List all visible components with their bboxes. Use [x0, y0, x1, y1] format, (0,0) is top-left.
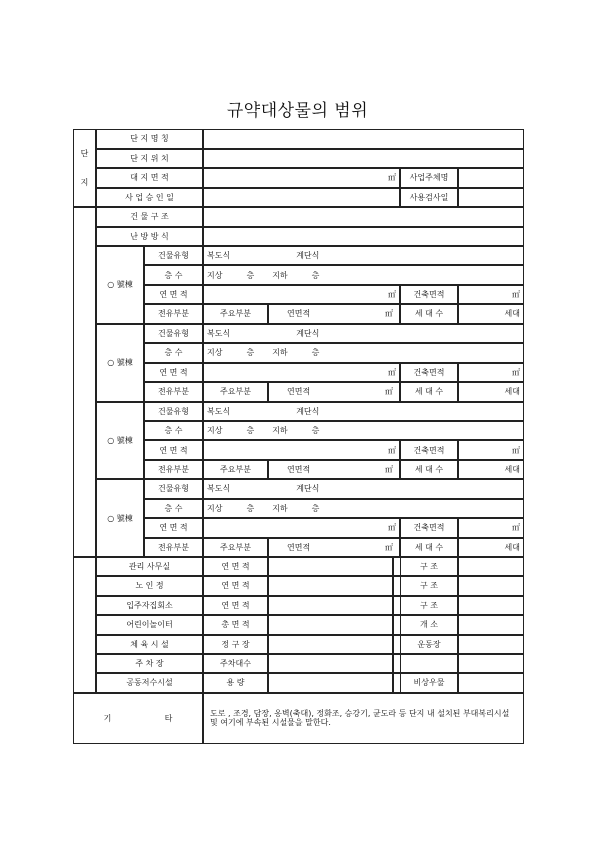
- dong-label: ○ 號棟: [96, 246, 144, 324]
- floor-area-value[interactable]: ㎡: [203, 518, 400, 537]
- facility-right-value[interactable]: [458, 596, 524, 615]
- other-label-char: 기: [103, 713, 112, 723]
- build-area-label: 건축면적: [400, 440, 458, 459]
- area-unit: ㎡: [385, 309, 393, 319]
- danji-row-value[interactable]: [203, 188, 400, 208]
- danji-row-value[interactable]: [203, 168, 400, 188]
- building-structure-value[interactable]: [203, 207, 524, 227]
- households-label: 세 대 수: [400, 382, 458, 401]
- danji-group-char: 지: [80, 178, 89, 187]
- floors-label: 층 수: [144, 421, 203, 440]
- facility-sub-value[interactable]: [268, 635, 393, 654]
- facility-right-label: 비상우물: [400, 673, 458, 692]
- floors-unit: 층: [246, 503, 255, 513]
- type-option-stair: 계단식: [296, 484, 320, 494]
- gross-area-cell[interactable]: [268, 538, 400, 557]
- danji-row-right-value[interactable]: [458, 168, 524, 188]
- facility-sub-label: 연 면 적: [203, 596, 268, 615]
- households-label: 세 대 수: [400, 304, 458, 323]
- gross-area-cell[interactable]: [268, 382, 400, 401]
- gross-area-label: 연면적: [287, 542, 311, 552]
- building-type-options[interactable]: [203, 324, 524, 343]
- exclusive-part-label: 전유부분: [144, 304, 203, 323]
- facility-right-value[interactable]: [458, 615, 524, 634]
- gross-area-label: 연면적: [287, 464, 311, 474]
- facility-sub-label: 용 량: [203, 673, 268, 692]
- floors-above-label: 지상: [207, 426, 223, 436]
- floors-unit: 층: [246, 426, 255, 436]
- danji-group-char: 단: [80, 148, 89, 158]
- dong-label: ○ 號棟: [96, 402, 144, 480]
- building-type-label: 건물유형: [144, 246, 203, 265]
- building-type-label: 건물유형: [144, 402, 203, 421]
- households-label: 세 대 수: [400, 538, 458, 557]
- other-label: [73, 693, 203, 744]
- danji-row-right-label: 사업주체명: [400, 168, 458, 188]
- facility-name: 공동저수시설: [96, 673, 203, 692]
- gross-area-label: 연면적: [287, 309, 311, 319]
- floors-label: 층 수: [144, 343, 203, 362]
- building-group-label: [73, 207, 96, 557]
- floors-above-label: 지상: [207, 503, 223, 513]
- floors-above-label: 지상: [207, 270, 223, 280]
- facility-name: 관리 사무실: [96, 557, 203, 576]
- gross-area-cell[interactable]: [268, 304, 400, 323]
- building-type-label: 건물유형: [144, 324, 203, 343]
- facility-right-value[interactable]: [458, 635, 524, 654]
- build-area-value[interactable]: ㎡: [458, 440, 524, 459]
- build-area-value[interactable]: ㎡: [458, 363, 524, 382]
- facility-right-label: 구 조: [400, 596, 458, 615]
- danji-row-label: 사 업 승 인 일: [96, 188, 203, 208]
- other-label-char: 타: [164, 713, 173, 723]
- floors-label: 층 수: [144, 499, 203, 518]
- gross-area-label: 연면적: [287, 387, 311, 397]
- building-type-options[interactable]: [203, 402, 524, 421]
- type-option-corridor: 복도식: [207, 406, 231, 416]
- floors-value[interactable]: [203, 499, 524, 518]
- heating-method-label: 난 방 방 식: [96, 227, 203, 247]
- facility-right-label: 운동장: [400, 635, 458, 654]
- building-type-options[interactable]: [203, 246, 524, 265]
- floors-unit: 층: [311, 503, 320, 513]
- other-description: 도로 , 조경, 담장, 옹벽(축대), 정화조, 승강기, 균도라 등 단지 내 설치된 부대복리시설 및 여기에 부속된 시설물을 말한다.: [203, 693, 524, 744]
- dong-label: ○ 號棟: [96, 324, 144, 402]
- type-option-stair: 계단식: [296, 328, 320, 338]
- facility-name: 노 인 정: [96, 576, 203, 595]
- exclusive-part-label: 전유부분: [144, 382, 203, 401]
- main-part-label: 주요부분: [203, 382, 268, 401]
- facility-right-label: [400, 654, 458, 673]
- households-label: 세 대 수: [400, 460, 458, 479]
- type-option-corridor: 복도식: [207, 484, 231, 494]
- facility-right-label: 개 소: [400, 615, 458, 634]
- build-area-label: 건축면적: [400, 363, 458, 382]
- danji-row-label: 단 지 명 칭: [96, 129, 203, 149]
- floor-area-label: 연 면 적: [144, 285, 203, 304]
- facility-sub-label: 연 면 적: [203, 576, 268, 595]
- facility-right-label: 구 조: [400, 557, 458, 576]
- facility-name: 어린이놀이터: [96, 615, 203, 634]
- facility-right-value[interactable]: [458, 576, 524, 595]
- danji-row-right-label: 사용검사일: [400, 188, 458, 208]
- facility-sub-value[interactable]: [268, 576, 393, 595]
- facility-sub-value[interactable]: [268, 615, 393, 634]
- danji-row-value[interactable]: [203, 149, 524, 169]
- danji-row-label: 단 지 위 치: [96, 149, 203, 169]
- floors-above-label: 지상: [207, 348, 223, 358]
- facility-name: 주 차 장: [96, 654, 203, 673]
- floors-unit: 층: [311, 426, 320, 436]
- facility-sub-label: 총 면 적: [203, 615, 268, 634]
- build-area-value[interactable]: ㎡: [458, 285, 524, 304]
- danji-row-right-value[interactable]: [458, 188, 524, 208]
- floor-area-label: 연 면 적: [144, 440, 203, 459]
- floors-value[interactable]: [203, 343, 524, 362]
- floors-unit: 층: [246, 270, 255, 280]
- floors-value[interactable]: [203, 265, 524, 284]
- main-part-label: 주요부분: [203, 304, 268, 323]
- facility-name: 입주자집회소: [96, 596, 203, 615]
- facility-right-value[interactable]: [458, 557, 524, 576]
- floors-unit: 층: [311, 270, 320, 280]
- exclusive-part-label: 전유부분: [144, 538, 203, 557]
- households-value[interactable]: 세대: [458, 538, 524, 557]
- gross-area-cell[interactable]: [268, 460, 400, 479]
- floors-below-label: 지하: [272, 348, 288, 358]
- facility-sub-label: 연 면 적: [203, 557, 268, 576]
- heating-method-value[interactable]: [203, 227, 524, 247]
- type-option-corridor: 복도식: [207, 328, 231, 338]
- exclusive-part-label: 전유부분: [144, 460, 203, 479]
- floors-unit: 층: [246, 348, 255, 358]
- floor-area-value[interactable]: ㎡: [203, 285, 400, 304]
- facilities-group-label: [73, 557, 96, 693]
- facility-sub-value[interactable]: [268, 673, 393, 692]
- main-part-label: 주요부분: [203, 460, 268, 479]
- households-value[interactable]: 세대: [458, 382, 524, 401]
- facility-right-value[interactable]: [458, 673, 524, 692]
- build-area-value[interactable]: ㎡: [458, 518, 524, 537]
- floor-area-label: 연 면 적: [144, 518, 203, 537]
- dong-label: ○ 號棟: [96, 479, 144, 557]
- document-title: 규약대상물의 범위: [226, 101, 369, 121]
- households-value[interactable]: 세대: [458, 304, 524, 323]
- main-part-label: 주요부분: [203, 538, 268, 557]
- facility-right-label: 구 조: [400, 576, 458, 595]
- households-value[interactable]: 세대: [458, 460, 524, 479]
- facility-sub-value[interactable]: [268, 654, 393, 673]
- floors-value[interactable]: [203, 421, 524, 440]
- floor-area-value[interactable]: ㎡: [203, 440, 400, 459]
- floors-label: 층 수: [144, 265, 203, 284]
- floors-unit: 층: [311, 348, 320, 358]
- type-option-stair: 계단식: [296, 406, 320, 416]
- floors-below-label: 지하: [272, 270, 288, 280]
- build-area-label: 건축면적: [400, 285, 458, 304]
- danji-group-label: [73, 129, 96, 207]
- floor-area-value[interactable]: ㎡: [203, 363, 400, 382]
- building-structure-label: 건 물 구 조: [96, 207, 203, 227]
- facility-sub-value[interactable]: [268, 596, 393, 615]
- area-unit: ㎡: [385, 387, 393, 397]
- facility-sub-value[interactable]: [268, 557, 393, 576]
- area-unit: ㎡: [388, 173, 396, 183]
- floors-below-label: 지하: [272, 426, 288, 436]
- type-option-stair: 계단식: [296, 251, 320, 261]
- facility-name: 체 육 시 설: [96, 635, 203, 654]
- floors-below-label: 지하: [272, 503, 288, 513]
- floor-area-label: 연 면 적: [144, 363, 203, 382]
- type-option-corridor: 복도식: [207, 251, 231, 261]
- facility-sub-label: 주차대수: [203, 654, 268, 673]
- build-area-label: 건축면적: [400, 518, 458, 537]
- building-type-options[interactable]: [203, 479, 524, 498]
- building-type-label: 건물유형: [144, 479, 203, 498]
- danji-row-label: 대 지 면 적: [96, 168, 203, 188]
- danji-row-value[interactable]: [203, 129, 524, 149]
- facility-sub-label: 정 구 장: [203, 635, 268, 654]
- area-unit: ㎡: [385, 542, 393, 552]
- scope-table: [73, 129, 524, 744]
- facility-right-value[interactable]: [458, 654, 524, 673]
- area-unit: ㎡: [385, 464, 393, 474]
